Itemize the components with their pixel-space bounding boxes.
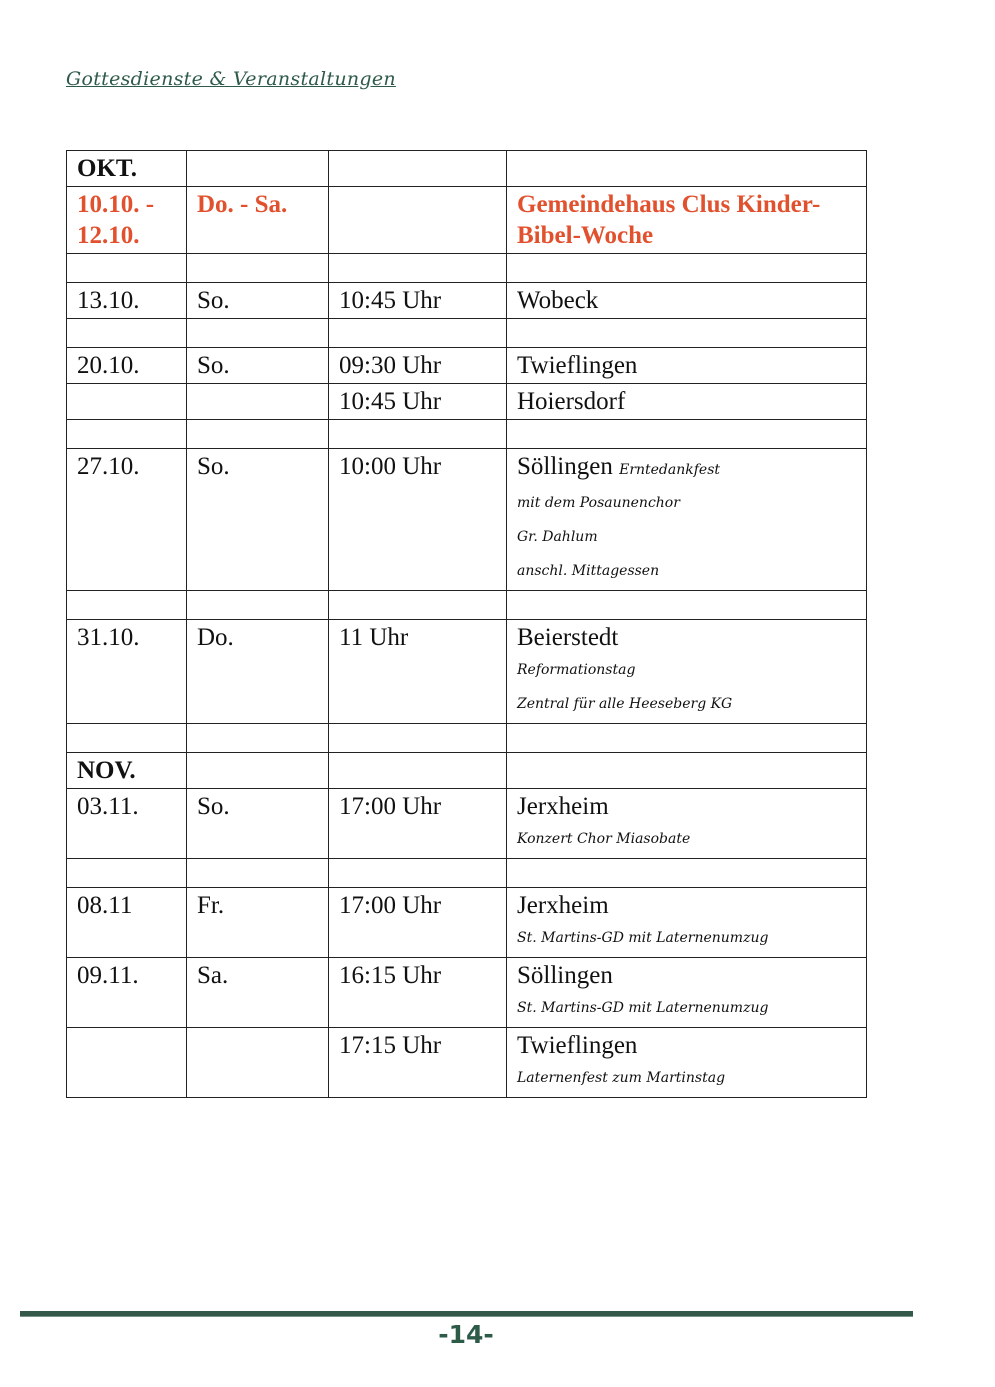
event-date: 27.10. — [67, 449, 187, 591]
spacer-row — [67, 859, 867, 888]
event-date: 03.11. — [67, 789, 187, 859]
event-day: Do. - Sa. — [187, 187, 329, 254]
event-place-cell — [507, 1028, 867, 1098]
event-note: anschl. Mittagessen — [517, 563, 660, 579]
month-row-nov — [67, 753, 867, 789]
month-label: NOV. — [67, 753, 187, 789]
event-place-cell — [507, 958, 867, 1028]
event-time: 09:30 Uhr — [329, 348, 507, 384]
event-time: 17:00 Uhr — [329, 789, 507, 859]
event-time: 16:15 Uhr — [329, 958, 507, 1028]
event-place: Hoiersdorf — [507, 384, 867, 420]
spacer-row — [67, 724, 867, 753]
event-day: Fr. — [187, 888, 329, 958]
table-row — [67, 789, 867, 859]
event-date: 08.11 — [67, 888, 187, 958]
footer-rule — [20, 1311, 913, 1317]
event-time: 10:45 Uhr — [329, 283, 507, 319]
event-time: 17:15 Uhr — [329, 1028, 507, 1098]
event-place: Wobeck — [507, 283, 867, 319]
event-note-inline: Erntedankfest — [619, 462, 721, 478]
event-day: So. — [187, 348, 329, 384]
table-row — [67, 283, 867, 319]
event-date: 10.10. - 12.10. — [67, 187, 187, 254]
event-day: Sa. — [187, 958, 329, 1028]
event-note: St. Martins-GD mit Laternenumzug — [517, 930, 769, 946]
event-day — [187, 384, 329, 420]
event-note: Zentral für alle Heeseberg KG — [517, 696, 733, 712]
event-note: Gr. Dahlum — [517, 529, 598, 545]
event-place: Gemeindehaus Clus Kinder-Bibel-Woche — [507, 187, 867, 254]
event-place-cell — [507, 888, 867, 958]
table-row — [67, 384, 867, 420]
table-row — [67, 888, 867, 958]
event-date — [67, 1028, 187, 1098]
spacer-row — [67, 420, 867, 449]
event-date: 09.11. — [67, 958, 187, 1028]
page-header-title: Gottesdienste & Veranstaltungen — [66, 68, 396, 90]
event-time: 10:00 Uhr — [329, 449, 507, 591]
event-place: Twieflingen — [507, 348, 867, 384]
event-date: 13.10. — [67, 283, 187, 319]
page-number: -14- — [438, 1320, 494, 1349]
event-place: Jerxheim — [517, 793, 609, 820]
event-date: 20.10. — [67, 348, 187, 384]
table-row — [67, 958, 867, 1028]
event-day: So. — [187, 283, 329, 319]
event-place: Söllingen — [517, 453, 613, 480]
event-note: mit dem Posaunenchor — [517, 495, 680, 511]
event-day: So. — [187, 449, 329, 591]
event-place-cell — [507, 620, 867, 724]
table-row — [67, 348, 867, 384]
spacer-row — [67, 254, 867, 283]
event-note: Reformationstag — [517, 662, 636, 678]
event-day: So. — [187, 789, 329, 859]
spacer-row — [67, 591, 867, 620]
event-day: Do. — [187, 620, 329, 724]
event-time: 11 Uhr — [329, 620, 507, 724]
event-time — [329, 187, 507, 254]
month-label: OKT. — [67, 151, 187, 187]
event-time: 17:00 Uhr — [329, 888, 507, 958]
event-time: 10:45 Uhr — [329, 384, 507, 420]
event-date: 31.10. — [67, 620, 187, 724]
table-row — [67, 449, 867, 591]
table-row — [67, 187, 867, 254]
event-place: Beierstedt — [517, 624, 619, 651]
event-date — [67, 384, 187, 420]
event-place: Jerxheim — [517, 892, 609, 919]
event-note: Laternenfest zum Martinstag — [517, 1070, 726, 1086]
event-place-cell — [507, 789, 867, 859]
month-row-oct — [67, 151, 867, 187]
event-day — [187, 1028, 329, 1098]
event-place-cell — [507, 449, 867, 591]
event-place: Twieflingen — [517, 1032, 638, 1059]
schedule-table — [66, 150, 867, 1098]
spacer-row — [67, 319, 867, 348]
event-note: Konzert Chor Miasobate — [517, 831, 691, 847]
event-note: St. Martins-GD mit Laternenumzug — [517, 1000, 769, 1016]
table-row — [67, 1028, 867, 1098]
event-place: Söllingen — [517, 962, 613, 989]
table-row — [67, 620, 867, 724]
